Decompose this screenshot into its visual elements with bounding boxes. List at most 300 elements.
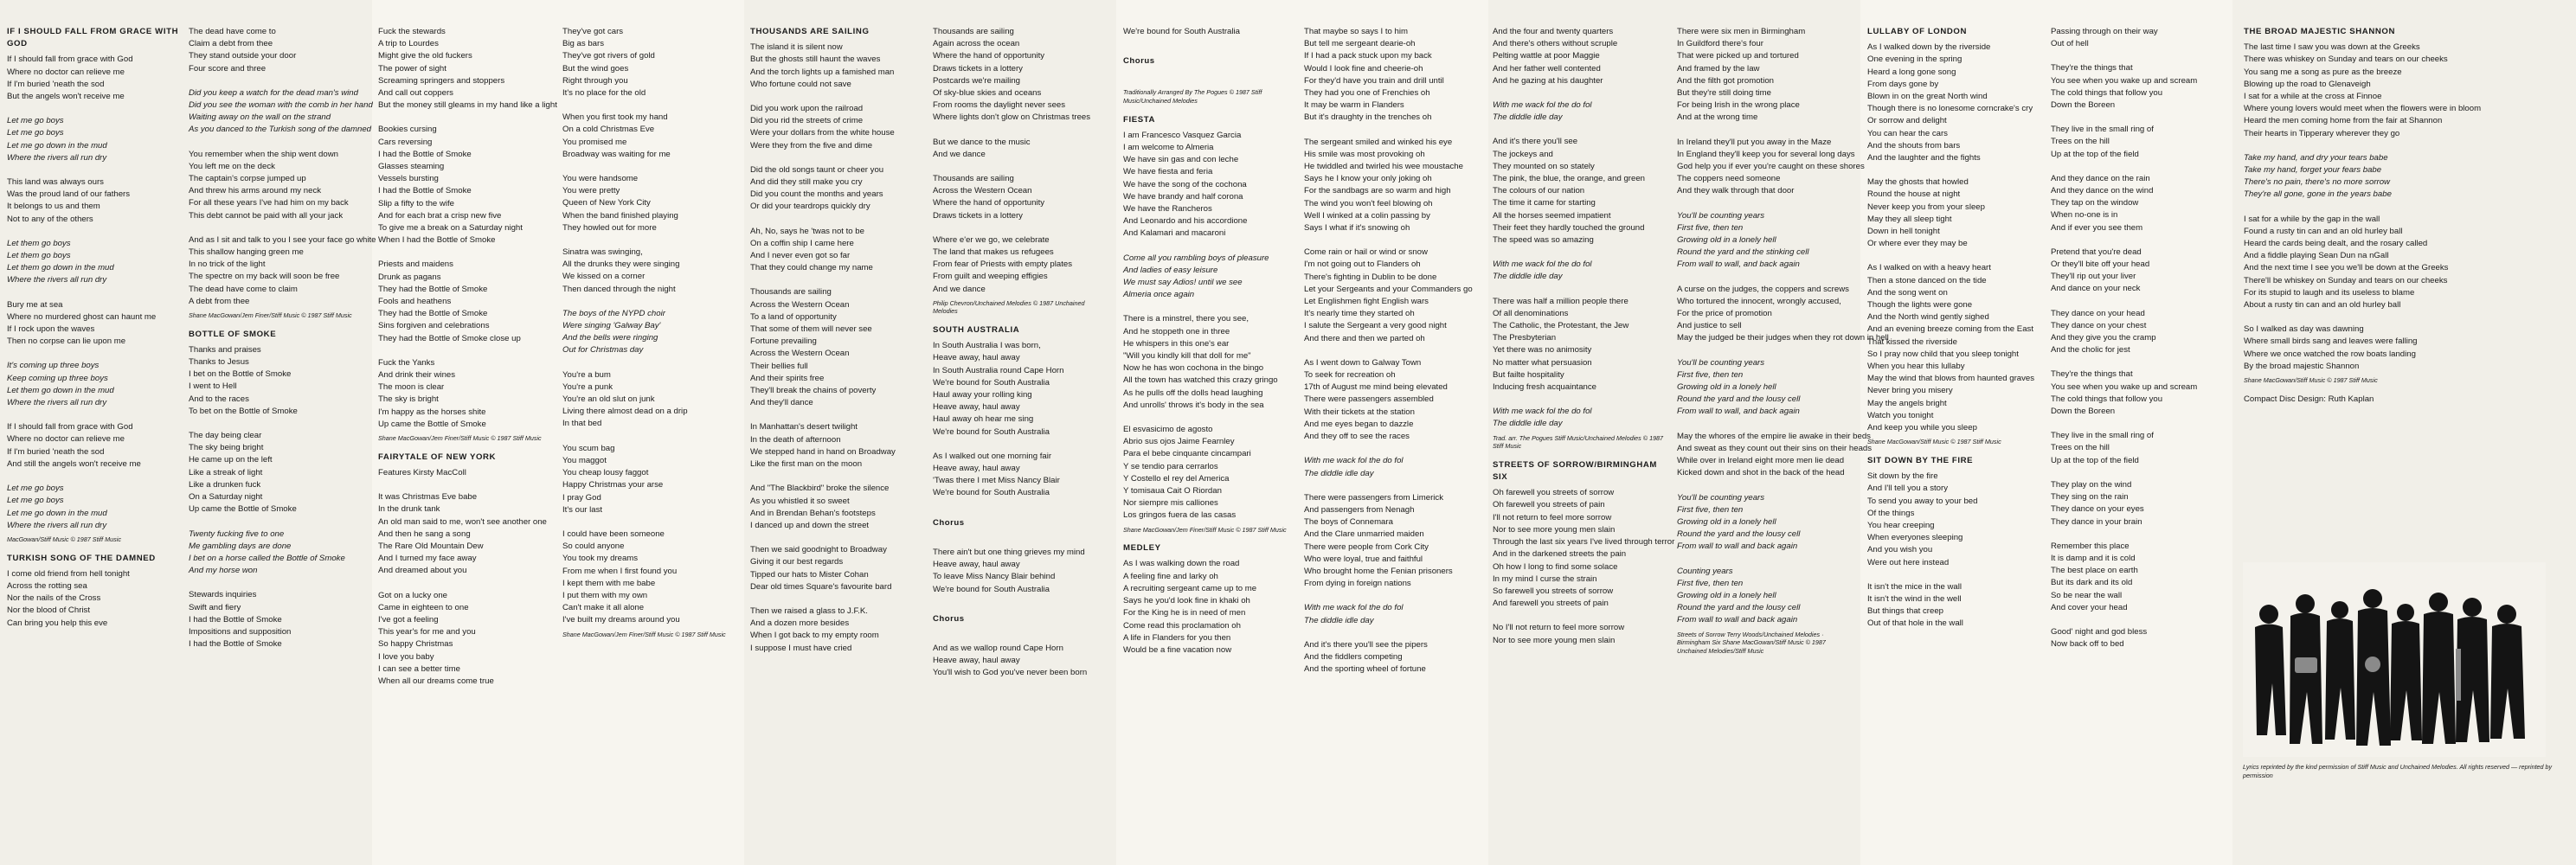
lyric-line: Where young lovers would meet when the flowers were in bloom <box>2244 104 2482 114</box>
lyric-line: Kicked down and shot in the back of the head <box>1677 468 1845 478</box>
lyric-line: They tap on the window <box>2051 198 2139 208</box>
stanza-gap <box>378 112 551 124</box>
lyric-line: This land was always ours <box>7 177 104 188</box>
lyric-line: Heave away, haul away <box>933 464 1020 474</box>
lyric-line: With me wack fol the do fol <box>1493 407 1592 417</box>
lyric-line: So be near the wall <box>2051 590 2123 600</box>
lyric-line: There's fighting in Dublin to be done <box>1304 272 1437 282</box>
lyric-line: So farewell you streets of sorrow <box>1493 586 1614 596</box>
lyric-column <box>1493 26 1675 647</box>
stanza-gap <box>2051 234 2224 247</box>
lyric-line: All the drunks they were singing <box>562 260 680 270</box>
lyric-line: If I should fall from grace with God <box>7 54 133 65</box>
stanza-gap <box>1304 345 1477 357</box>
lyric-line: The jockeys and <box>1493 149 1553 159</box>
lyric-line: May the angels bright <box>1867 398 1947 408</box>
lyric-line: This debt cannot be paid with all your jack <box>189 210 344 221</box>
lyric-line: Y tomisaua Cait O Riordan <box>1123 486 1222 497</box>
stanza-gap <box>933 125 1106 137</box>
lyric-line: We have sin gas and con leche <box>1123 155 1239 165</box>
lyric-line: Pelting wattle at poor Maggie <box>1493 51 1600 61</box>
lyric-line: We're bound for South Australia <box>933 377 1050 388</box>
lyric-line: Who fortune could not save <box>750 79 851 89</box>
lyric-line: And "The Blackbird" broke the silence <box>750 484 890 494</box>
lyric-line: Oh farewell you streets of sorrow <box>1493 488 1615 498</box>
song-title: FAIRYTALE OF NEW YORK <box>378 452 497 462</box>
lyric-line: Drunk as pagans <box>378 272 441 282</box>
lyric-line: Where the hand of opportunity <box>933 198 1045 208</box>
lyric-line: There is a minstrel, there you see, <box>1123 314 1249 324</box>
song-title: THE BROAD MAJESTIC SHANNON <box>2244 27 2395 36</box>
lyric-line: I had the Bottle of Smoke <box>378 186 472 196</box>
lyric-line: When everyones sleeping <box>1867 533 1963 543</box>
lyric-line: The sky is bright <box>378 394 439 405</box>
lyric-line: Who were loyal, true and faithful <box>1304 554 1423 564</box>
lyric-line: I'm happy as the horses shite <box>378 407 486 417</box>
song-credit: Shane MacGowan/Jem Finer/Stiff Music © 1987 Stiff Music <box>1123 525 1287 534</box>
lyric-line: As I walked out one morning fair <box>933 451 1052 461</box>
lyric-line: It belongs to us and them <box>7 202 100 212</box>
stanza-gap <box>933 596 1106 608</box>
lyric-line: Let them go boys <box>7 238 71 248</box>
lyric-line: It's nearly time they started oh <box>1304 309 1415 319</box>
lyric-line: We must say Adios! until we see <box>1123 278 1243 288</box>
lyric-line: And the filth got promotion <box>1677 75 1774 86</box>
stanza-gap <box>1677 419 1850 431</box>
lyric-line: Now he has won cochona in the bingo <box>1123 363 1264 374</box>
stanza-gap <box>933 631 1106 643</box>
lyric-line: 17th of August me mind being elevated <box>1304 382 1448 393</box>
lyric-line: This shallow hanging green me <box>189 247 304 258</box>
lyric-line: I am welcome to Almeria <box>1123 143 1214 152</box>
lyric-line: Would I look fine and cheerie-oh <box>1304 63 1423 74</box>
lyric-line: Out for Christmas day <box>562 345 644 356</box>
lyric-line: They're all gone, gone in the years babe <box>2244 189 2392 200</box>
stanza-gap <box>7 287 180 299</box>
lyric-line: From wall to wall, and back again <box>1677 407 1800 417</box>
lyric-line: Down the Boreen <box>2051 407 2116 417</box>
lyric-line: The Rare Old Mountain Dew <box>378 541 484 551</box>
lyric-line: They sing on the rain <box>2051 492 2129 503</box>
lyric-line: Let me go down in the mud <box>7 140 107 151</box>
lyric-line: You remember when the ship went down <box>189 149 338 159</box>
lyric-line: As you whistled it so sweet <box>750 496 850 506</box>
lyric-line: Draws tickets in a lottery <box>933 63 1023 74</box>
lyric-line: Let me go boys <box>7 484 64 494</box>
stanza-gap <box>562 516 736 529</box>
lyric-line: From wall to wall and back again <box>1677 615 1798 625</box>
stanza-gap <box>1677 125 1850 137</box>
lyric-line: You were pretty <box>562 186 620 196</box>
lyric-line: When all our dreams come true <box>378 676 494 686</box>
lyric-line: Features Kirsty MacColl <box>378 467 466 477</box>
lyric-line: I could have been someone <box>562 529 665 539</box>
section-label: Chorus <box>933 613 965 624</box>
lyric-line: Well I winked at a colin passing by <box>1304 210 1430 221</box>
lyric-line: We're bound for South Australia <box>933 584 1050 594</box>
song-credit: Trad. arr. The Pogues Stiff Music/Unchained Melodies © 1987 Stiff Music <box>1493 433 1664 451</box>
lyric-line: There's no pain, there's no more sorrow <box>2244 177 2390 188</box>
lyric-line: Nor siempre mis calliones <box>1123 498 1218 509</box>
lyric-line: And the torch lights up a famished man <box>750 67 895 77</box>
lyric-line: In the drunk tank <box>378 504 440 515</box>
lyric-line: On a cold Christmas Eve <box>562 125 655 135</box>
lyric-line: Four score and three <box>189 63 267 74</box>
lyric-line: Heave away, haul away <box>933 560 1020 570</box>
lyric-line: Up at the top of the field <box>2051 455 2139 465</box>
lyric-line: They dance on your eyes <box>2051 504 2144 515</box>
lyric-line: Now back off to bed <box>2051 639 2124 650</box>
lyric-line: And my horse won <box>189 566 258 576</box>
lyric-line: You can hear the cars <box>1867 128 1948 138</box>
lyric-column <box>378 26 557 688</box>
lyric-line: For they'd have you train and drill until <box>1304 75 1444 86</box>
lyric-line: Fortune prevailing <box>750 336 817 347</box>
lyric-line: From guilt and weeping effigies <box>933 272 1048 282</box>
lyric-line: I bet on a horse called the Bottle of Smoke <box>189 553 345 563</box>
lyric-line: Waiting away on the wall on the strand <box>189 112 331 123</box>
stanza-gap <box>1677 272 1850 284</box>
lyric-line: Where the rivers all run dry <box>7 152 107 163</box>
lyric-line: Sit down by the fire <box>1867 471 1938 482</box>
lyric-line: You'll wish to God you've never been born <box>933 668 1088 678</box>
lyric-line: Blowing up the road to Glenaveigh <box>2244 79 2371 89</box>
lyric-line: Priests and maidens <box>378 260 453 270</box>
lyric-column <box>2244 26 2482 406</box>
lyric-line: When you first took my hand <box>562 112 668 123</box>
stanza-gap <box>562 99 736 112</box>
lyric-line: Where lights don't glow on Christmas trees <box>933 112 1091 123</box>
lyric-line: Let them go down in the mud <box>7 263 114 273</box>
song-title: IF I SHOULD FALL FROM GRACE WITH GOD <box>7 27 179 49</box>
lyric-line: And did they still make you cry <box>750 177 863 188</box>
lyric-line: The sky being bright <box>189 443 264 453</box>
section-label: Chorus <box>1123 56 1155 67</box>
lyric-line: Growing old in a lonely hell <box>1677 382 1776 393</box>
lyric-line: The diddle idle day <box>1304 468 1374 478</box>
song-credit: Shane MacGowan/Stiff Music © 1987 Stiff Music <box>1867 438 2001 446</box>
stanza-gap <box>562 161 736 173</box>
lyric-line: Where the hand of opportunity <box>933 51 1045 61</box>
lyric-line: As I was walking down the road <box>1123 559 1240 569</box>
lyric-line: And still the angels won't receive me <box>7 458 141 469</box>
lyric-column <box>189 26 376 650</box>
lyric-line: He came up on the left <box>189 455 273 465</box>
lyric-line: I had the Bottle of Smoke <box>378 149 472 159</box>
lyric-line: Where the rivers all run dry <box>7 520 107 530</box>
lyric-line: Let me go boys <box>7 496 64 506</box>
lyric-line: May they all sleep tight <box>1867 214 1952 224</box>
lyric-line: We have the song of the cochona <box>1123 179 1247 189</box>
song-title: SOUTH AUSTRALIA <box>933 325 1020 336</box>
lyric-line: The coppers need someone <box>1677 174 1781 184</box>
lyric-line: And justice to sell <box>1677 321 1742 331</box>
lyric-line: To send you away to your bed <box>1867 496 1978 506</box>
stanza-gap <box>1123 73 1296 85</box>
lyric-line: The dead have come to claim <box>189 284 298 294</box>
stanza-gap <box>1123 38 1296 50</box>
lyric-line: Again across the ocean <box>933 39 1020 49</box>
lyric-line: Sins forgiven and celebrations <box>378 321 490 331</box>
lyric-line: Or where ever they may be <box>1867 239 1968 249</box>
lyric-line: I've built my dreams around you <box>562 615 680 625</box>
lyric-line: I pray God <box>562 492 601 503</box>
lyric-line: They dance on your head <box>2051 308 2145 318</box>
lyric-line: Slip a fifty to the wife <box>378 198 454 208</box>
lyric-line: Bookies cursing <box>378 125 437 135</box>
lyric-line: The land that makes us refugees <box>933 247 1054 258</box>
lyric-line: I had the Bottle of Smoke <box>189 639 282 650</box>
lyric-line: From wall to wall and back again <box>1677 541 1798 552</box>
lyric-line: And ladies of easy leisure <box>1123 265 1218 275</box>
lyric-line: You scum bag <box>562 443 615 453</box>
lyric-line: Were singing 'Galway Bay' <box>562 321 661 331</box>
lyric-line: We have brandy and half corona <box>1123 191 1243 202</box>
lyric-line: You're a punk <box>562 381 613 392</box>
lyric-line: Who tortured the innocent, wrongly accused, <box>1677 296 1841 306</box>
lyric-line: You were handsome <box>562 174 639 184</box>
lyric-line: From me when I first found you <box>562 566 678 576</box>
lyric-line: And me eyes began to dazzle <box>1304 419 1414 429</box>
lyric-line: May the wind that blows from haunted graves <box>1867 374 2035 384</box>
lyric-line: But its dark and its old <box>2051 578 2133 588</box>
lyric-line: The Catholic, the Protestant, the Jew <box>1493 321 1629 331</box>
lyric-line: To seek for recreation oh <box>1304 370 1396 381</box>
lyric-line: You're an old slut on junk <box>562 394 655 405</box>
lyric-line: And they'll dance <box>750 398 813 408</box>
lyric-line: I danced up and down the street <box>750 520 870 530</box>
lyric-line: To bet on the Bottle of Smoke <box>189 406 298 416</box>
lyric-line: We stepped hand in hand on Broadway <box>750 446 896 457</box>
lyric-line: Their hearts in Tipperary wherever they go <box>2244 128 2400 138</box>
lyric-line: I sat for a while at the cross at Finnoe <box>2244 92 2382 102</box>
lyric-line: You see when you wake up and scream <box>2051 75 2198 86</box>
lyric-line: May the ghosts that howled <box>1867 177 1969 188</box>
lyric-line: Though the lights were gone <box>1867 300 1973 311</box>
lyric-line: On a coffin ship I came here <box>750 238 854 248</box>
lyric-line: And they dance on the rain <box>2051 173 2150 183</box>
lyric-line: For the price of promotion <box>1677 309 1772 319</box>
lyric-line: But the ghosts still haunt the waves <box>750 54 881 65</box>
lyric-line: Of all denominations <box>1493 308 1569 318</box>
lyric-line: Never bring you misery <box>1867 386 1953 396</box>
lyric-line: And the sporting wheel of fortune <box>1304 664 1426 675</box>
lyric-line: God help you if ever you're caught on these shores <box>1677 162 1865 172</box>
lyric-line: Draws tickets in a lottery <box>933 210 1023 221</box>
lyric-line: Thousands are sailing <box>933 174 1014 184</box>
lyric-line: When I got back to my empty room <box>750 631 879 641</box>
lyric-line: For its stupid to laugh and its useless to blame <box>2244 287 2415 298</box>
lyric-line: Nor the nails of the Cross <box>7 593 101 604</box>
lyric-line: Round the yard and the lousy cell <box>1677 394 1801 405</box>
lyric-line: Round the yard and the lousy cell <box>1677 603 1801 613</box>
lyric-line: Not to any of the others <box>7 214 93 224</box>
lyric-line: Los gringos fuera de las casas <box>1123 510 1237 521</box>
stanza-gap <box>750 532 923 544</box>
lyric-line: They had the Bottle of Smoke <box>378 309 488 319</box>
lyric-column <box>7 26 180 630</box>
lyric-column <box>562 26 736 647</box>
lyric-line: Or they'll bite off your head <box>2051 260 2150 270</box>
lyric-line: Blown in on the great North wind <box>1867 92 1988 102</box>
lyric-line: Down in hell tonight <box>1867 227 1940 237</box>
lyric-line: The best place on earth <box>2051 566 2138 576</box>
lyric-line: Tipped our hats to Mister Cohan <box>750 569 869 580</box>
stanza-gap <box>2051 161 2224 173</box>
lyric-line: Of the things <box>1867 508 1915 518</box>
lyric-line: All the horses seemed impatient <box>1493 210 1611 221</box>
lyric-line: Glasses steaming <box>378 162 445 172</box>
lyric-line: And threw his arms around my neck <box>189 186 322 196</box>
lyric-line: To give me a break on a Saturday night <box>378 223 523 234</box>
stanza-gap <box>7 471 180 483</box>
lyric-line: When I had the Bottle of Smoke <box>378 235 496 246</box>
lyric-line: An old man said to me, won't see another one <box>378 516 547 527</box>
section-label: Chorus <box>933 517 965 528</box>
lyric-line: All the town has watched this crazy gringo <box>1123 375 1278 386</box>
lyric-line: The diddle idle day <box>1493 419 1563 429</box>
lyric-line: Their feet they hardly touched the ground <box>1493 222 1645 233</box>
song-credit: Shane MacGowan/Stiff Music © 1987 Stiff Music <box>2244 376 2378 385</box>
lyric-line: From dying in foreign nations <box>1304 579 1411 589</box>
lyric-line: Postcards we're mailing <box>933 75 1021 86</box>
lyric-line: He twiddled and twirled his wee moustache <box>1304 162 1463 172</box>
lyric-line: The power of sight <box>378 63 446 74</box>
lyric-line: Haul away oh hear me sing <box>933 414 1034 425</box>
lyric-line: While over in Ireland eight more men lie dead <box>1677 456 1845 466</box>
lyric-column <box>750 26 923 655</box>
stanza-gap <box>2051 529 2224 541</box>
lyric-line: And in Brendan Behan's footsteps <box>750 508 876 518</box>
lyric-line: They'll break the chains of poverty <box>750 386 877 396</box>
lyric-line: And then he sang a song <box>378 529 471 539</box>
lyric-line: And the laughter and the fights <box>1867 153 1981 163</box>
stanza-gap <box>7 348 180 360</box>
lyric-line: They howled out for more <box>562 222 657 233</box>
lyric-line: In Guildford there's four <box>1677 39 1763 49</box>
lyric-line: And there and then we parted oh <box>1304 333 1425 343</box>
lyric-line: And an evening breeze coming from the East <box>1867 324 2033 335</box>
lyric-line: With me wack fol the do fol <box>1304 456 1404 466</box>
lyric-line: Thanks to Jesus <box>189 357 249 368</box>
lyric-line: And to the races <box>189 394 249 404</box>
lyric-line: Did you rid the streets of crime <box>750 116 864 126</box>
stanza-gap <box>750 274 923 286</box>
lyric-line: It's no place for the old <box>562 88 646 99</box>
lyric-line: You see when you wake up and scream <box>2051 381 2198 392</box>
lyric-line: Come rain or hail or wind or snow <box>1304 247 1428 258</box>
stanza-gap <box>1493 124 1666 136</box>
lyric-line: In South Australia round Cape Horn <box>933 365 1064 375</box>
stanza-gap <box>378 479 551 491</box>
lyric-line: Got on a lucky one <box>378 590 447 600</box>
lyric-line: We have fiesta and feria <box>1123 167 1213 177</box>
lyric-line: Heave away, haul away <box>933 402 1020 413</box>
lyric-line: They dance in your brain <box>2051 516 2142 527</box>
lyric-line: The cold things that follow you <box>2051 394 2163 404</box>
lyric-line: The boys of the NYPD choir <box>562 308 665 318</box>
stanza-gap <box>189 418 362 430</box>
lyric-line: On a Saturday night <box>189 492 263 503</box>
lyric-line: One evening in the spring <box>1867 54 1963 65</box>
stanza-gap <box>1304 590 1477 602</box>
lyric-line: Growing old in a lonely hell <box>1677 516 1776 527</box>
lyric-line: Where we once watched the row boats landing <box>2244 349 2416 359</box>
lyric-line: And the four and twenty quarters <box>1493 27 1614 36</box>
lyric-line: But failte hospitality <box>1493 369 1564 380</box>
lyric-line: Across the Western Ocean <box>750 349 850 359</box>
lyric-line: The boys of Connemara <box>1304 517 1393 528</box>
song-credit: Shane MacGowan/Jem Finer/Stiff Music © 1987 Stiff Music <box>378 434 542 443</box>
lyric-line: Then danced through the night <box>562 284 676 294</box>
stanza-gap <box>189 222 362 234</box>
stanza-gap <box>2051 112 2224 124</box>
lyric-line: No matter what persuasion <box>1493 357 1592 368</box>
song-title: SIT DOWN BY THE FIRE <box>1867 455 1974 465</box>
lyric-line: They had the Bottle of Smoke close up <box>378 333 521 343</box>
lyric-line: To leave Miss Nancy Blair behind <box>933 572 1056 582</box>
lyric-line: With me wack fol the do fol <box>1493 260 1592 270</box>
lyric-line: Up came the Bottle of Smoke <box>189 504 297 515</box>
lyric-line: Compact Disc Design: Ruth Kaplan <box>2244 394 2374 404</box>
lyric-line: And dance on your neck <box>2051 284 2141 294</box>
lyric-line: And I turned my face away <box>378 554 477 564</box>
lyric-line: But tell me sergeant dearie-oh <box>1304 39 1416 49</box>
lyric-line: Yet there was no animosity <box>1493 345 1592 356</box>
lyric-line: Come all you rambling boys of pleasure <box>1123 253 1269 263</box>
lyric-line: Fuck the Yanks <box>378 357 435 368</box>
lyric-line: From days gone by <box>1867 79 1939 89</box>
lyric-line: And they off to see the races <box>1304 432 1410 442</box>
lyric-line: Where the rivers all run dry <box>7 398 107 408</box>
lyric-line: That some of them will never see <box>750 324 872 335</box>
lyric-line: The colours of our nation <box>1493 186 1585 196</box>
lyric-line: And framed by the law <box>1677 63 1760 74</box>
lyric-line: You hear creeping <box>1867 520 1935 530</box>
lyric-line: A feeling fine and larky oh <box>1123 571 1218 581</box>
lyric-line: And cover your head <box>2051 602 2128 612</box>
lyric-line: I'm not going out to Flanders oh <box>1304 260 1421 270</box>
lyric-line: And the cholic for jest <box>2051 345 2130 356</box>
lyric-line: Like a streak of light <box>189 467 263 477</box>
lyric-line: And it's there you'll see <box>1493 137 1578 147</box>
lyric-line: First five, then ten <box>1677 504 1744 515</box>
lyric-line: And Kalamari and macaroni <box>1123 228 1226 239</box>
lyric-line: The pink, the blue, the orange, and green <box>1493 174 1646 184</box>
lyric-line: Remember this place <box>2051 541 2130 551</box>
lyric-line: Let me go down in the mud <box>7 508 107 518</box>
lyric-line: And we dance <box>933 284 986 294</box>
stanza-gap <box>562 357 736 369</box>
lyric-line: Their bellies full <box>750 361 808 371</box>
stanza-gap <box>933 222 1106 234</box>
lyric-line: He whispers in this one's ear <box>1123 338 1230 349</box>
lyric-line: Almeria once again <box>1123 290 1195 300</box>
lyric-line: So happy Christmas <box>378 639 453 650</box>
lyric-line: But they're still doing time <box>1677 88 1772 99</box>
lyric-line: But the angels won't receive me <box>7 92 125 102</box>
lyric-line: Stewards inquiries <box>189 590 257 600</box>
stanza-gap <box>2051 614 2224 626</box>
lyric-line: You took my dreams <box>562 554 639 564</box>
lyric-line: They had the Bottle of Smoke <box>378 284 488 294</box>
lyric-line: I put them with my own <box>562 590 648 600</box>
lyric-line: If I'm buried 'neath the sod <box>7 446 105 457</box>
lyric-line: It isn't the mice in the wall <box>1867 581 1963 592</box>
lyric-line: Y Costello el rey del America <box>1123 473 1230 484</box>
lyric-line: For the King he is in need of men <box>1123 608 1246 618</box>
lyric-line: Growing old in a lonely hell <box>1677 590 1776 600</box>
